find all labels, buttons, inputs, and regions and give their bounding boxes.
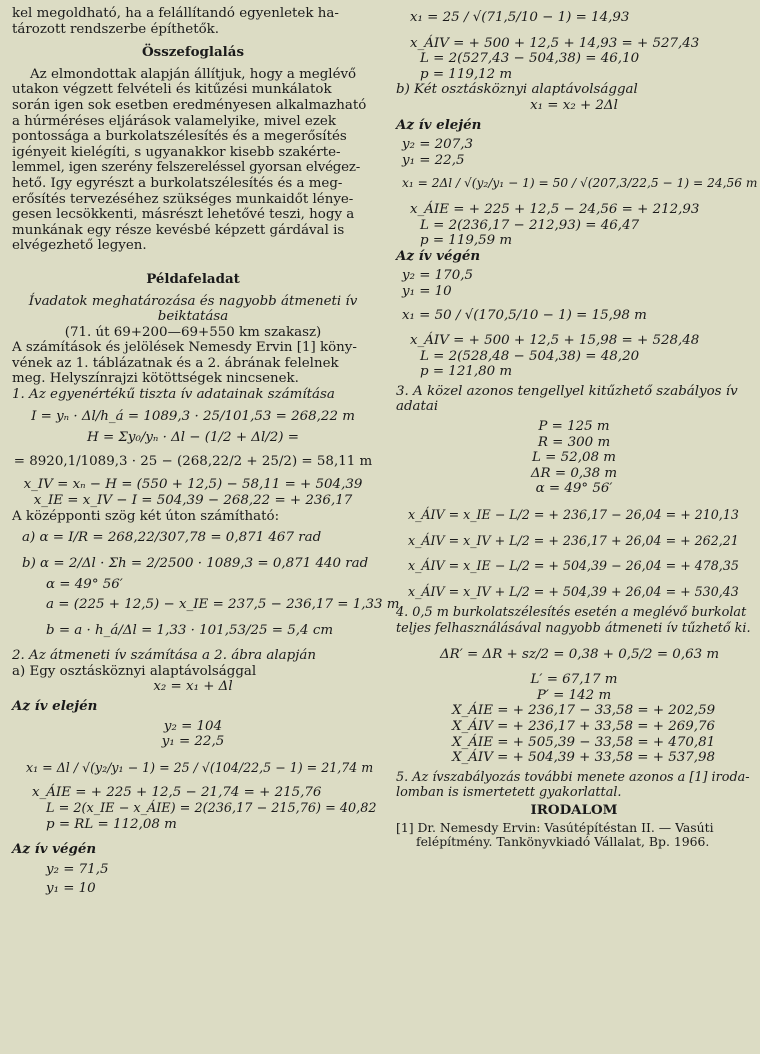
- summary-line: erősítés tervezéséhez szükséges munkaidőt lénye-: [12, 191, 354, 207]
- item4-title-line: 4. 0,5 m burkolatszélesítés esetén a meglévő burkolat: [396, 605, 747, 621]
- summary-line: utakon végzett felvételi és kitűzési munkálatok: [12, 82, 332, 98]
- formula-X: X_ÁIE = + 505,39 − 33,58 = + 470,81: [452, 734, 716, 750]
- formula-x1-24: x₁ = 2Δl / √(y₂/y₁ − 1) = 50 / √(207,3/22,5 − 1) = 24,56 m: [402, 176, 758, 191]
- formula-x1-15: x₁ = 50 / √(170,5/10 − 1) = 15,98 m: [402, 307, 647, 323]
- item5-line: lomban is ismertetett gyakorlattal.: [396, 785, 622, 801]
- example-section: (71. út 69+200—69+550 km szakasz): [64, 324, 322, 340]
- summary-line: Az elmondottak alapján állítjuk, hogy a meglévő: [30, 66, 357, 82]
- formula-p: p = RL = 112,08 m: [46, 816, 177, 832]
- left-column: [12, 6, 400, 897]
- right-column: [396, 6, 758, 849]
- summary-line: gesen lecsökkenti, másrészt lehetővé teszi, hogy a: [12, 207, 355, 223]
- formula-xAIV: x_ÁIV = + 500 + 12,5 + 15,98 = + 528,48: [410, 333, 700, 349]
- formula-L: L = 2(236,17 − 212,93) = 46,47: [420, 217, 640, 233]
- formula-H-result: = 8920,1/1089,3 · 25 − (268,22/2 + 25/2) = 58,11 m: [13, 453, 373, 469]
- item1-title: 1. Az egyenértékű tiszta ív adatainak számítása: [12, 387, 335, 403]
- formula-y2: y₂ = 207,3: [402, 137, 474, 153]
- formula-y2: y₂ = 71,5: [46, 861, 109, 877]
- formula-X: X_ÁIV = + 236,17 + 33,58 = + 269,76: [452, 718, 716, 734]
- formula-xAIE: x_ÁIE = + 225 + 12,5 − 21,74 = + 215,76: [32, 785, 322, 801]
- reference-line: [1] Dr. Nemesdy Ervin: Vasútépítéstan II. — Vasúti: [396, 819, 714, 835]
- intro-line: kel megoldható, ha a felállítandó egyenletek ha-: [12, 6, 339, 21]
- formula-L-prime: L′ = 67,17 m: [530, 672, 618, 688]
- formula-xAIV-b: x_ÁIV = x_IV + L/2 = + 236,17 + 26,04 = + 262,21: [408, 532, 739, 548]
- intro-line: tározott rendszerbe építhetők.: [12, 21, 220, 37]
- calc-intro-line: vének az 1. táblázatnak és a 2. ábrának felelnek: [12, 355, 339, 371]
- summary-line: pontossága a burkolatszélesítés és a megerősítés: [12, 129, 347, 145]
- item3-title-line: adatai: [396, 399, 439, 415]
- formula-y1: y₁ = 22,5: [402, 152, 465, 168]
- example-subtitle: beiktatása: [157, 309, 229, 325]
- formula-L: L = 2(527,43 − 504,38) = 46,10: [420, 51, 640, 67]
- arc-end-label: Az ív végén: [396, 247, 481, 264]
- reference-line: felépítmény. Tankönyvkiadó Vállalat, Bp. 1966.: [416, 833, 710, 849]
- formula-x2: x₂ = x₁ + Δl: [153, 679, 233, 695]
- summary-line: lemmel, igen szerény felszereléssel gyorsan elvégez-: [12, 160, 361, 176]
- formula-alpha-b: b) α = 2/Δl · Σh = 2/2500 · 1089,3 = 0,871 440 rad: [22, 555, 369, 571]
- item2-title: 2. Az átmeneti ív számítása a 2. ábra alapján: [12, 648, 316, 664]
- calc-intro-line: meg. Helyszínrajzi kötöttségek nincsenek.: [12, 371, 299, 387]
- formula-p: p = 119,12 m: [420, 66, 513, 82]
- formula-xAIV-a: x_ÁIV = x_IE − L/2 = + 236,17 − 26,04 = + 210,13: [408, 507, 739, 523]
- formula-xAIV-d: x_ÁIV = x_IV + L/2 = + 504,39 + 26,04 = + 530,43: [408, 583, 739, 599]
- formula-P: P = 125 m: [538, 419, 610, 435]
- item3-title-line: 3. A közel azonos tengellyel kitűzhető szabályos ív: [396, 383, 738, 399]
- example-subtitle: Ívadatok meghatározása és nagyobb átmeneti ív: [28, 293, 358, 309]
- summary-line: a húrméréses eljárások valamelyike, mivel ezek: [12, 113, 336, 129]
- formula-y1: y₁ = 22,5: [161, 734, 225, 750]
- formula-L: L = 52,08 m: [532, 450, 616, 466]
- arc-end-label: Az ív végén: [12, 841, 97, 858]
- formula-H: H = Σy₀/yₙ · Δl − (1/2 + Δl/2) =: [87, 430, 299, 446]
- summary-paragraph: [12, 67, 374, 254]
- item4-title-line: teljes felhasználásával nagyobb átmeneti ív tűzhető ki.: [396, 621, 751, 636]
- item5-line: 5. Az ívszabályozás további menete azonos a [1] iroda-: [396, 769, 750, 785]
- calc-intro-line: A számítások és jelölések Nemesdy Ervin [1] köny-: [12, 340, 357, 356]
- formula-x1x2: x₁ = x₂ + 2Δl: [530, 97, 618, 113]
- summary-line: munkának egy része kevésbé képzett gárdával is: [12, 222, 345, 238]
- formula-p: p = 119,59 m: [420, 233, 513, 249]
- formula-alpha-a: a) α = I/R = 268,22/307,78 = 0,871 467 rad: [22, 530, 322, 546]
- formula-X: X_ÁIE = + 236,17 − 33,58 = + 202,59: [452, 703, 716, 719]
- formula-alpha-deg: α = 49° 56′: [46, 577, 123, 593]
- summary-line: elvégezhető legyen.: [12, 238, 147, 254]
- formula-X: X_ÁIV = + 504,39 + 33,58 = + 537,98: [452, 750, 716, 766]
- formula-dR-prime: ΔR′ = ΔR + sz/2 = 0,38 + 0,5/2 = 0,63 m: [440, 646, 720, 662]
- formula-y2: y₂ = 104: [163, 718, 223, 734]
- example-heading: Példafeladat: [146, 270, 240, 287]
- formula-R: R = 300 m: [537, 434, 611, 450]
- formula-alpha: α = 49° 56′: [535, 481, 613, 497]
- references-heading: IRODALOM: [530, 801, 618, 818]
- formula-p: p = 121,80 m: [420, 364, 513, 380]
- formula-xIE: x_IE = x_IV − I = 504,39 − 268,22 = + 236,17: [33, 493, 353, 509]
- formula-xAIE: x_ÁIE = + 225 + 12,5 − 24,56 = + 212,93: [410, 201, 700, 217]
- formula-x1-14: x₁ = 25 / √(71,5/10 − 1) = 14,93: [410, 10, 630, 25]
- angle-intro: A középponti szög két úton számítható:: [12, 508, 280, 524]
- formula-x1-21: x₁ = Δl / √(y₂/y₁ − 1) = 25 / √(104/22,5 − 1) = 21,74 m: [26, 759, 374, 775]
- formula-P-prime: P′ = 142 m: [536, 687, 612, 703]
- summary-line: hető. Igy egyrészt a burkolatszélesítés és a meg-: [12, 175, 343, 191]
- summary-heading: Összefoglalás: [142, 44, 244, 61]
- formula-dR: ΔR = 0,38 m: [530, 465, 618, 481]
- formula-I: I = yₙ · Δl/h_á = 1089,3 · 25/101,53 = 268,22 m: [31, 408, 355, 424]
- formula-xAIV: x_ÁIV = + 500 + 12,5 + 14,93 = + 527,43: [410, 35, 700, 51]
- summary-line: során igen sok esetben eredményesen alkalmazható: [12, 97, 367, 113]
- formula-xAIV-c: x_ÁIV = x_IE − L/2 = + 504,39 − 26,04 = + 478,35: [408, 558, 739, 574]
- summary-line: igényeit kielégíti, s ugyanakkor kisebb szakérte-: [12, 144, 341, 160]
- arc-start-label: Az ív elején: [12, 697, 98, 714]
- arc-start-label: Az ív elején: [396, 116, 482, 133]
- formula-y2: y₂ = 170,5: [402, 268, 474, 284]
- formula-a-dist: a = (225 + 12,5) − x_IE = 237,5 − 236,17 = 1,33 m: [46, 597, 400, 612]
- formula-y1: y₁ = 10: [46, 881, 96, 897]
- item2a-label: a) Egy osztásköznyi alaptávolsággal: [12, 663, 257, 679]
- formula-L: L = 2(528,48 − 504,38) = 48,20: [420, 348, 640, 364]
- formula-L: L = 2(x_IE − x_ÁIE) = 2(236,17 − 215,76) = 40,82: [46, 800, 377, 816]
- formula-y1: y₁ = 10: [402, 283, 452, 299]
- formula-xIV: x_IV = xₙ − H = (550 + 12,5) − 58,11 = + 504,39: [23, 477, 363, 493]
- item2b-label: b) Két osztásköznyi alaptávolsággal: [396, 82, 638, 98]
- formula-b-dist: b = a · h_á/Δl = 1,33 · 101,53/25 = 5,4 cm: [46, 622, 334, 638]
